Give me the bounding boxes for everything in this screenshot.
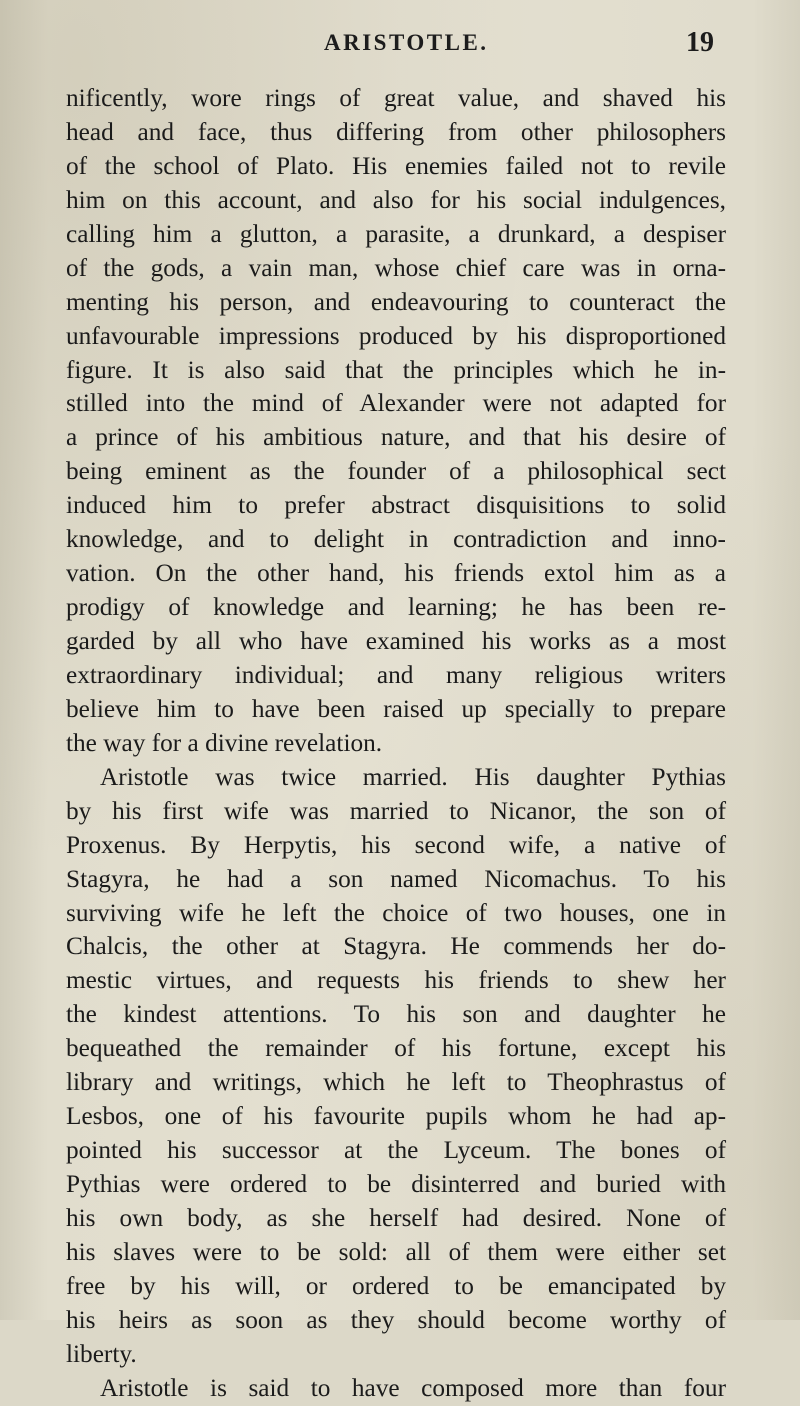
text-line: prodigy of knowledge and learning; he has been re- [66, 593, 726, 622]
page-number: 19 [686, 27, 714, 58]
text-line: liberty. [66, 1339, 137, 1368]
text-line: stilled into the mind of Alexander were not adapted for [66, 389, 726, 418]
text-line: the kindest attentions. To his son and daughter he [66, 1000, 726, 1029]
text-line: unfavourable impressions produced by his disproportioned [66, 321, 726, 350]
text-line: his slaves were to be sold: all of them were either set [66, 1237, 726, 1266]
text-line: mestic virtues, and requests his friends to shew her [66, 966, 726, 995]
text-line: of the school of Plato. His enemies failed not to revile [66, 151, 726, 180]
text-line: surviving wife he left the choice of two houses, one in [66, 898, 726, 927]
text-line: vation. On the other hand, his friends extol him as a [66, 559, 726, 588]
text-line: believe him to have been raised up specially to prepare [66, 694, 726, 723]
text-line: Lesbos, one of his favourite pupils whom he had ap- [66, 1102, 726, 1131]
text-line: menting his person, and endeavouring to counteract the [66, 287, 726, 316]
text-line: garded by all who have examined his works as a most [66, 627, 726, 655]
text-line: free by his will, or ordered to be emancipated by [66, 1271, 726, 1300]
text-line: calling him a glutton, a parasite, a drunkard, a despiser [66, 219, 726, 248]
text-line: Aristotle is said to have composed more than four [100, 1373, 726, 1402]
text-line: pointed his successor at the Lyceum. The bones of [66, 1136, 726, 1165]
page-header [300, 27, 720, 60]
text-line: Proxenus. By Herpytis, his second wife, a native of [66, 830, 726, 859]
text-line: the way for a divine revelation. [66, 728, 383, 757]
text-line: Stagyra, he had a son named Nicomachus. To his [66, 864, 726, 893]
text-line: his heirs as soon as they should become worthy of [66, 1305, 726, 1334]
text-line: induced him to prefer abstract disquisitions to solid [66, 491, 726, 520]
text-line: extraordinary individual; and many religious writers [66, 660, 726, 689]
text-line: of the gods, a vain man, whose chief care was in orna- [66, 253, 726, 282]
text-line: him on this account, and also for his social indulgences, [66, 185, 726, 214]
body-text [66, 82, 726, 1406]
text-line: head and face, thus differing from other philosophers [66, 117, 726, 146]
text-line: Pythias were ordered to be disinterred and buried with [66, 1170, 726, 1198]
running-title: ARISTOTLE. [324, 30, 489, 55]
text-line: his own body, as she herself had desired. None of [66, 1203, 726, 1232]
text-line: library and writings, which he left to Theophrastus of [66, 1068, 726, 1097]
text-line: Aristotle was twice married. His daughter Pythias [100, 762, 726, 791]
text-line: figure. It is also said that the principles which he in- [66, 355, 726, 384]
text-line: knowledge, and to delight in contradiction and inno- [66, 525, 726, 554]
text-line: a prince of his ambitious nature, and that his desire of [66, 423, 726, 452]
text-line: Chalcis, the other at Stagyra. He commends her do- [66, 932, 726, 961]
text-line: bequeathed the remainder of his fortune, except his [66, 1034, 726, 1063]
text-line: being eminent as the founder of a philosophical sect [66, 457, 726, 486]
text-line: nificently, wore rings of great value, and shaved his [66, 84, 726, 112]
text-line: by his first wife was married to Nicanor, the son of [66, 796, 726, 825]
